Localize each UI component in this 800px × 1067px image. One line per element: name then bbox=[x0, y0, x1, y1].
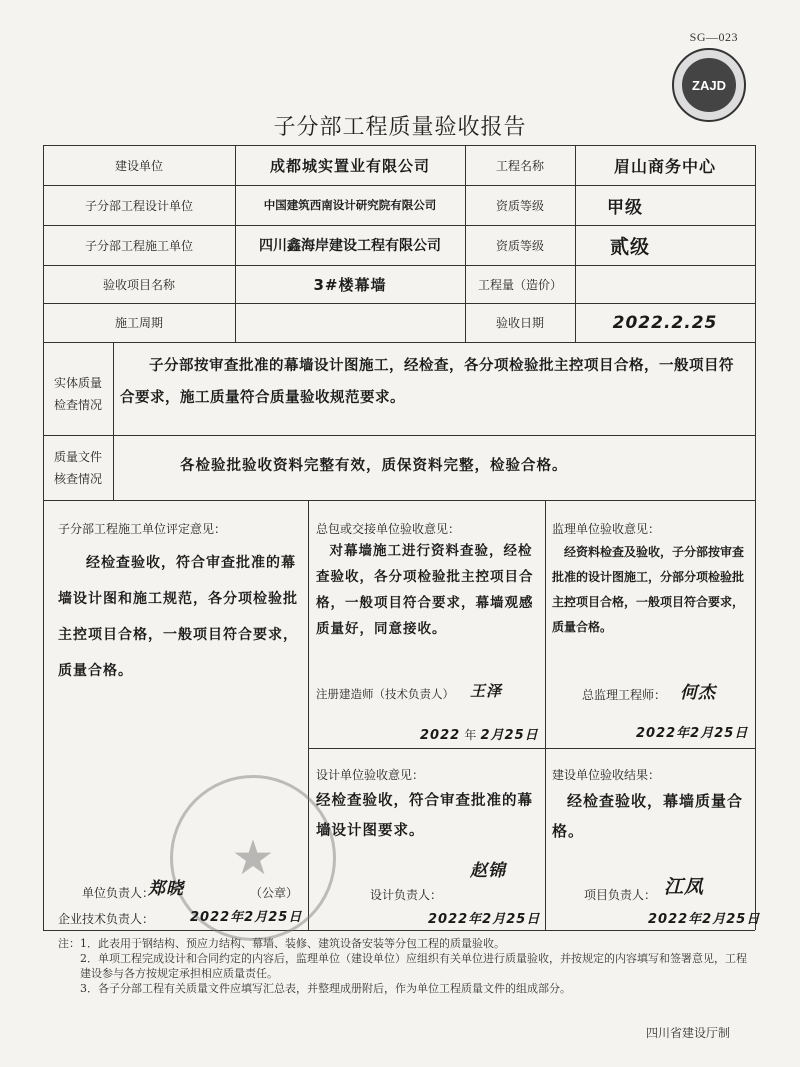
quality-docs-label-line2: 核查情况 bbox=[53, 472, 102, 486]
design-head-signature: 赵锦 bbox=[470, 861, 506, 881]
issuer-footer: 四川省建设厅制 bbox=[645, 1026, 730, 1040]
builder-label: 建设单位 bbox=[114, 158, 163, 173]
note-1: 注：1．此表用于钢结构、预应力结构、幕墙、装修、建筑设备安装等分包工程的质量验收。 bbox=[58, 937, 505, 950]
chief-supervisor-signature: 何杰 bbox=[680, 683, 716, 703]
construction-unit-value: 四川鑫海岸建设工程有限公司 bbox=[259, 238, 441, 254]
general-contractor-title: 总包或交接单位验收意见： bbox=[316, 522, 461, 536]
qualification-label-2: 资质等级 bbox=[495, 238, 544, 253]
quantity-label: 工程量（造价） bbox=[477, 277, 562, 292]
chief-supervisor-label: 总监理工程师： bbox=[582, 688, 667, 702]
design-unit-value: 中国建筑西南设计研究院有限公司 bbox=[263, 198, 437, 212]
tech-head-label: 企业技术负责人： bbox=[58, 912, 155, 926]
unit-head-label: 单位负责人： bbox=[82, 886, 155, 900]
owner-result-title: 建设单位验收结果： bbox=[552, 768, 661, 782]
quality-check-label-line2: 检查情况 bbox=[53, 398, 102, 412]
item-name-label: 验收项目名称 bbox=[102, 277, 175, 292]
design-unit-date: 2022年2月25日 bbox=[428, 912, 541, 927]
design-unit-opinion-title: 设计单位验收意见： bbox=[316, 768, 425, 782]
quality-docs-label bbox=[43, 446, 113, 490]
builder-value: 成都城实置业有限公司 bbox=[269, 156, 430, 175]
seal-label: （公章） bbox=[250, 886, 299, 900]
general-contractor-signature: 王泽 bbox=[470, 682, 503, 700]
period-label: 施工周期 bbox=[114, 316, 163, 330]
general-contractor-text: 对幕墙施工进行资料查验，经检查验收，各分项检验批主控项目合格，一般项目符合要求，幕墙观感质量好，同意接收。 bbox=[316, 543, 534, 637]
quality-docs-label-line1: 质量文件 bbox=[53, 450, 102, 464]
accept-date-value: 2022.2.25 bbox=[612, 312, 718, 333]
construction-opinion-text: 经检查验收，符合审查批准的幕墙设计图和施工规范，各分项检验批主控项目合格，一般项目符合要求，质量合格。 bbox=[58, 555, 298, 679]
project-head-signature: 江凤 bbox=[664, 876, 705, 898]
gc-date-year-label: 年 bbox=[464, 728, 477, 742]
construction-unit-label: 子分部工程施工单位 bbox=[84, 238, 193, 253]
owner-date: 2022年2月25日 bbox=[648, 912, 761, 927]
qualification-value-2: 贰级 bbox=[609, 235, 650, 258]
gc-date-rest: 2月25日 bbox=[480, 728, 539, 743]
quantity-value bbox=[575, 265, 755, 303]
period-value bbox=[235, 303, 465, 342]
project-name-value: 眉山商务中心 bbox=[613, 156, 716, 176]
qualification-label-1: 资质等级 bbox=[495, 198, 544, 213]
seal-star-icon: ★ bbox=[231, 830, 275, 886]
construction-opinion-title: 子分部工程施工单位评定意见： bbox=[58, 522, 227, 536]
item-name-value: 3#楼幕墙 bbox=[313, 275, 387, 294]
logo-text: ZAJD bbox=[682, 58, 736, 112]
accept-date-label: 验收日期 bbox=[495, 316, 544, 330]
owner-result-text: 经检查验收，幕墙质量合格。 bbox=[552, 792, 744, 840]
quality-docs-text: 各检验批验收资料完整有效，质保资料完整，检验合格。 bbox=[180, 458, 568, 474]
form-code: SG—023 bbox=[689, 30, 738, 44]
supervision-title: 监理单位验收意见： bbox=[552, 522, 661, 536]
note-2: 2．单项工程完成设计和合同约定的内容后，监理单位（建设单位）应组织有关单位进行质量验收，并按规定的内容填写和签署意见，工程建设参与各方按规定承担相应质量责任。 bbox=[80, 952, 747, 980]
supervision-text: 经资料检查及验收，子分部按审查批准的设计图施工，分部分项检验批主控项目合格，一般项目符合要求，质量合格。 bbox=[552, 545, 745, 634]
quality-check-text: 子分部按审查批准的幕墙设计图施工，经检查，各分项检验批主控项目合格，一般项目符合要求，施工质量符合质量验收规范要求。 bbox=[120, 358, 734, 406]
gc-date-year: 2022 bbox=[420, 728, 461, 743]
page-title: 子分部工程质量验收报告 bbox=[273, 115, 527, 140]
unit-head-signature: 郑晓 bbox=[148, 879, 184, 899]
project-name-label: 工程名称 bbox=[495, 158, 544, 173]
general-contractor-signer-label: 注册建造师（技术负责人） bbox=[316, 687, 454, 701]
design-unit-label: 子分部工程设计单位 bbox=[84, 198, 193, 213]
supervision-date: 2022年2月25日 bbox=[636, 726, 749, 741]
general-contractor-date bbox=[420, 724, 539, 743]
design-head-label: 设计负责人： bbox=[370, 888, 443, 902]
project-head-label: 项目负责人： bbox=[584, 888, 657, 902]
design-unit-opinion-text: 经检查验收，符合审查批准的幕墙设计图要求。 bbox=[316, 793, 533, 839]
note-3: 3．各子分部工程有关质量文件应填写汇总表，并整理成册附后，作为单位工程质量文件的组成部分。 bbox=[80, 982, 571, 995]
quality-check-label-line1: 实体质量 bbox=[53, 376, 102, 390]
qualification-value-1: 甲级 bbox=[607, 197, 643, 218]
construction-opinion-date: 2022年2月25日 bbox=[190, 910, 303, 925]
quality-check-label bbox=[43, 372, 113, 416]
footnotes bbox=[58, 936, 748, 996]
